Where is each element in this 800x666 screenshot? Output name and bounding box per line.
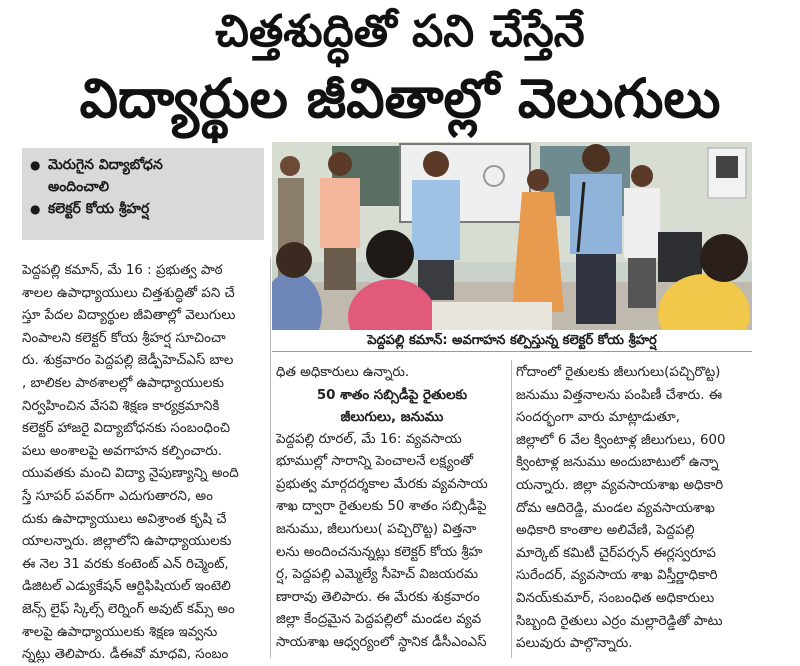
article-line: ఈ నెల 31 వరకు కంటెంట్ ఎన్ రిచ్మెంట్, (22, 556, 229, 572)
article-line: సాయశాఖ ఆధ్వర్యంలో స్థానిక డీసీఎంఎస్ (276, 634, 487, 650)
article-line: వినయ్‌కుమార్, సంబంధిత అధికారులు (516, 590, 715, 606)
article-line: యాలన్నారు. జిల్లాలోని ఉపాధ్యాయులకు (22, 534, 232, 550)
article-line: , బాలికల పాఠశాలల్లో ఉపాధ్యాయులకు (22, 375, 225, 391)
article-line: అధికారి కాంతాల అలివేణి, పెద్దపల్లి (516, 523, 695, 539)
article-column-1 (22, 260, 266, 666)
highlight-item (30, 154, 256, 198)
article-line: శాఖ ద్వారా రైతులకు 50 శాతం సబ్సిడీపై (276, 499, 487, 515)
article-line: జనుము, జీలుగులు( పచ్చిరొట్ట) విత్తనా (276, 521, 477, 537)
article-line: నిర్వహించిన వేసవి శిక్షణ కార్యక్రమానికి (22, 398, 220, 414)
column-divider (511, 360, 512, 658)
article-line: క్వింటాళ్ల జనుము అందుబాటులో ఉన్నా (516, 455, 719, 471)
article-line: పలు అంశాలపై అవగాహన కల్పించారు. (22, 443, 223, 459)
highlights-box (22, 148, 264, 240)
article-line: గోదాంలో రైతులకు జీలుగులు(పచ్చిరొట్ట) (516, 365, 721, 380)
article-line: సందర్భంగా వారు మాట్లాడుతూ, (516, 410, 680, 426)
headline-line-1: చిత్తశుద్ధితో పని చేస్తేనే (215, 6, 585, 57)
article-line: శాలపై ఉపాధ్యాయులకు శిక్షణ ఇవ్వను (22, 624, 218, 640)
article-line: ప్రభుత్వ మార్గదర్శకాల మేరకు వ్యవసాయ (276, 476, 488, 492)
article-line: పెద్దపల్లి కమాన్, మే 16 : ప్రభుత్వ పాఠ (22, 263, 223, 278)
bullet-icon: ● (30, 158, 41, 172)
article-line: దుకు ఉపాధ్యాయులు అవిశ్రాంత కృషి చే (22, 511, 227, 527)
article-line: మార్కెట్ కమిటీ చైర్‌పర్సన్ ఈర్లస్వరూప (516, 545, 716, 561)
article-line: స్తే సూపర్ పవర్‌గా ఎదుగుతారని, అం (22, 488, 213, 504)
article-line: పెద్దపల్లి రూరల్, మే 16: వ్యవసాయ (276, 431, 462, 447)
article-line: పలువురు పాల్గొన్నారు. (516, 636, 633, 652)
article-line: సురేందర్, వ్యవసాయ శాఖ విస్తీర్ణాధికారి (516, 568, 718, 584)
highlight-item (30, 198, 256, 220)
article-line: ణారావు తెలిపారు. ఈ మేరకు శుక్రవారం (276, 589, 480, 605)
article-line: జిల్లా కేంద్రమైన పెద్దపల్లిలో మండల వ్యవ (276, 612, 482, 628)
article-line: జనుము విత్తనాలను పంపిణీ చేశారు. ఈ (516, 387, 723, 403)
subheadline-line-2: జీలుగులు, జనుము (340, 409, 444, 425)
article-line: యువతకు మంచి విద్యా నైపుణ్యాన్ని అంది (22, 466, 239, 482)
article-line: కలెక్టర్ హాజరై విద్యాబోధనకు సంబంధించి (22, 421, 231, 437)
subheadline (276, 385, 508, 429)
highlight-text: మెరుగైన విద్యాబోధన అందించాలి (48, 157, 163, 195)
article-line: రు. శుక్రవారం పెద్దపల్లి జెడ్పీహెచ్ఎస్ బాల (22, 353, 234, 369)
article-line: నింపాలని కలెక్టర్ కోయ శ్రీహర్ష సూచించా (22, 330, 226, 346)
article-line: జెన్స్ లైఫ్ స్కిల్స్ లెర్నింగ్ అవుట్ కమ్స్ అం (22, 601, 235, 617)
headline-line-2: విద్యార్థుల జీవితాల్లో వెలుగులు (79, 67, 721, 130)
photo-caption: పెద్దపల్లి కమాన్: అవగాహన కల్పిస్తున్న కలెక్టర్ కోయ శ్రీహర్ష (272, 330, 752, 352)
bullet-icon: ● (30, 202, 41, 216)
article-line: స్తూ పేదల విద్యార్థుల జీవితాల్లో వెలుగులు (22, 308, 236, 324)
article-line: శాలల ఉపాధ్యాయులు చిత్తశుద్ధితో పని చే (22, 285, 235, 301)
news-photo (272, 142, 752, 330)
article-line: యన్నారు. జిల్లా వ్యవసాయశాఖ అధికారి (516, 477, 724, 493)
article-line: దోమ ఆదిరెడ్డి, మండల వ్యవసాయశాఖ (516, 500, 715, 516)
news-photo-illustration (272, 142, 752, 330)
article-line: ధిత అధికారులు ఉన్నారు. (276, 365, 410, 380)
article-column-3 (516, 362, 760, 656)
article-line: ర్ష, పెద్దపల్లి ఎమ్మెల్యే సీహెచ్ విజయరమ (276, 567, 479, 583)
article-column-2 (276, 362, 508, 655)
article-line: సిబ్బంది రైతులు ఎర్రం మల్లారెడ్డితో పాటు (516, 613, 723, 629)
article-line: భూముల్లో సారాన్ని పెంచాలనే లక్ష్యంతో (276, 454, 474, 470)
article-line: జిల్లాలో 6 వేల క్వింటాళ్ల జీలుగులు, 600 (516, 432, 726, 448)
article-line: లను అందించనున్నట్లు కలెక్టర్ కోయ శ్రీహ (276, 544, 483, 560)
highlight-text: కలెక్టర్ కోయ శ్రీహర్ష (48, 201, 150, 217)
article-line: డిజిటల్ ఎడ్యుకేషన్ ఆర్టిఫిషియల్ ఇంటెలి (22, 579, 231, 595)
subheadline-line-1: 50 శాతం సబ్సిడీపై రైతులకు (316, 387, 468, 403)
column-divider (270, 258, 271, 658)
article-line: న్నట్లు తెలిపారు. డీఈవో మాధవి, సంబం (22, 647, 229, 663)
